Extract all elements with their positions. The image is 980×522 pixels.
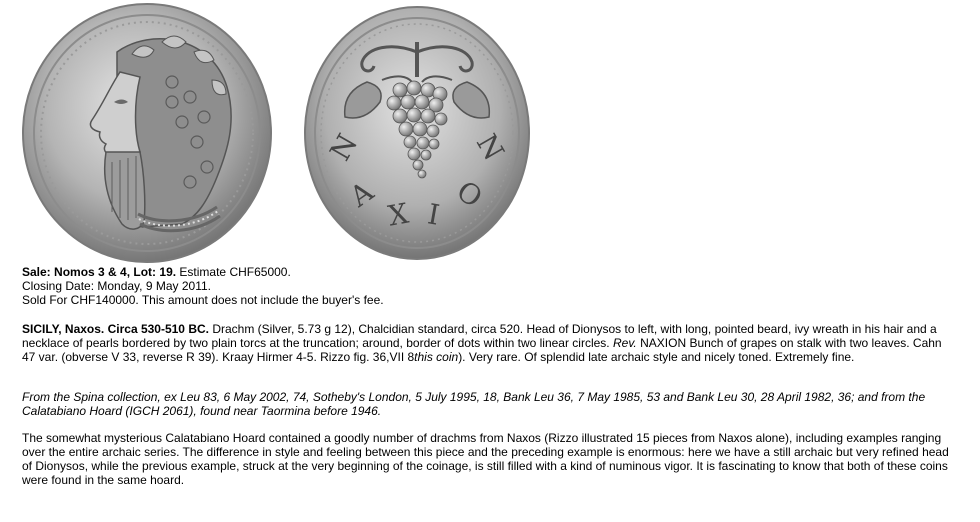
description-text: ). Very rare. Of splendid late archaic style and nicely toned. Extremely fine. [458,350,855,364]
provenance-line: From the Spina collection, ex Leu 83, 6 May 2002, 74, Sotheby's London, 5 July 1995, 18, Bank Leu 36, 7 May 1985, 53 and Bank Leu 30, 28 April 1982, 36; and from the [22,390,926,404]
estimate: Estimate CHF65000. [179,265,291,279]
lot-label: Lot: [133,265,157,279]
commentary-line: over the entire archaic series. The difference in style and feeling between this piece and the preceding example is enormous: here we have a still archaic but very refined head [22,445,949,459]
provenance [22,390,962,418]
closing-date: Closing Date: Monday, 9 May 2011. [22,279,211,293]
obverse-coin-image [23,4,271,262]
description-text: NAXION Bunch of grapes on stalk with two leaves. Cahn [636,336,942,350]
coin-images [22,2,532,264]
description-text: necklace of pearls bordered by two plain torcs at the truncation; around, border of dots within two linear circles. [22,336,613,350]
commentary [22,431,962,487]
sale-label: Sale: [22,265,51,279]
coin-description [22,322,962,364]
commentary-line: of Dionysos, while the previous example, struck at the very beginning of the coinage, is still filled with a kind of numinous vigor. It is fascinating to know that both of these coins [22,459,948,473]
legend-letter: A [343,174,380,214]
legend-letter: O [450,174,489,215]
provenance-line: Calatabiano Hoard (IGCH 2061), found near Taormina before 1946. [22,404,382,418]
rev-label: Rev. [612,336,637,350]
coin-images-svg [22,2,532,264]
this-coin-note: this coin [414,350,459,364]
description-heading: SICILY, Naxos. Circa 530-510 BC. [22,322,209,336]
sale-name: Nomos 3 & 4 [54,265,127,279]
lot-number: 19. [159,265,177,279]
description-text: 47 var. (obverse V 33, reverse R 39). Kraay Hirmer 4-5. Rizzo fig. 36,VII 8 [22,350,415,364]
sale-line: Sale: Nomos 3 & 4, Lot: 19. Estimate CHF65000. [22,265,291,279]
legend-letter: N [323,128,365,167]
legend-letter: X [385,196,412,233]
sale-info [22,265,962,307]
legend-letter: N [469,128,511,167]
commentary-line: The somewhat mysterious Calatabiano Hoard contained a goodly number of drachms from Naxos (Rizzo illustrated 15 pieces from Naxos alone), including examples ranging [22,431,942,445]
sold-price: Sold For CHF140000. This amount does not include the buyer's fee. [22,293,384,307]
description-text: Drachm (Silver, 5.73 g 12), Chalcidian standard, circa 520. Head of Dionysos to left, with long, pointed beard, ivy wreath in his hair and a [208,322,937,336]
legend-letter: I [425,197,442,232]
reverse-coin-image [305,7,529,259]
commentary-line: were found in the same hoard. [22,473,185,487]
